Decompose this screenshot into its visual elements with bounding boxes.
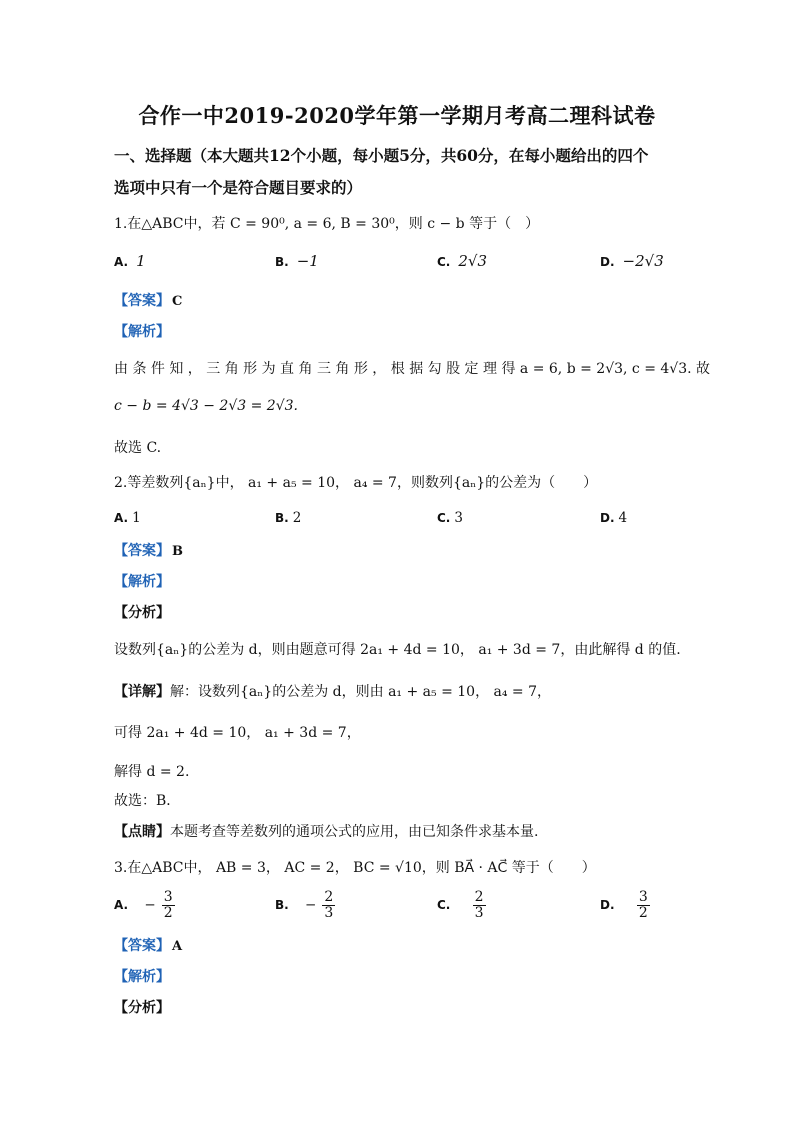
q1-analysis-body-1: 由 条 件 知 ， 三 角 形 为 直 角 三 角 形 ， 根 据 勾 股 定 理 得 a = 6, b = 2√3, c = 4√3. 故 xyxy=(114,361,711,377)
option-label: A. xyxy=(114,898,129,912)
fraction-denominator: 3 xyxy=(474,905,484,921)
q1-answer xyxy=(114,290,182,310)
option-label: B. xyxy=(275,898,289,912)
q1-option-c xyxy=(437,252,487,270)
option-value: −2√3 xyxy=(622,252,664,270)
option-value: 4 xyxy=(618,510,628,526)
answer-tag: 【答案】 xyxy=(114,293,170,309)
q3-option-c xyxy=(437,890,486,921)
option-label: D. xyxy=(600,511,615,525)
q1-analysis-body-2: c − b = 4√3 − 2√3 = 2√3. xyxy=(114,398,298,414)
q3-stem: 3.在△ABC中， AB = 3， AC = 2， BC = √10，则 BA⃗ · AC⃗ 等于（ ） xyxy=(114,860,596,876)
option-value: 3 xyxy=(454,510,463,526)
option-label: D. xyxy=(600,255,615,269)
q2-detail-line-4: 故选：B． xyxy=(114,793,181,809)
q2-fenxi-tag: 【分析】 xyxy=(114,605,170,621)
option-sign: − xyxy=(305,897,317,913)
q2-option-c xyxy=(437,510,463,526)
comment-tag: 【点睛】 xyxy=(114,824,170,840)
option-value: 1 xyxy=(132,510,141,526)
q1-option-a xyxy=(114,252,146,270)
answer-value: C xyxy=(172,294,183,309)
option-sign: − xyxy=(144,897,156,913)
option-label: B. xyxy=(275,255,289,269)
option-label: D. xyxy=(600,898,615,912)
option-value: 1 xyxy=(136,252,146,270)
page-title: 合作一中2019-2020学年第一学期月考高二理科试卷 xyxy=(138,103,656,128)
option-label: C. xyxy=(437,255,451,269)
comment-body: 本题考查等差数列的通项公式的应用，由已知条件求基本量. xyxy=(170,824,539,840)
answer-tag: 【答案】 xyxy=(114,938,170,954)
fraction-denominator: 2 xyxy=(163,905,173,921)
q2-stem: 2.等差数列{aₙ}中， a₁ + a₅ = 10， a₄ = 7，则数列{aₙ}的公差为（ ） xyxy=(114,475,598,491)
option-value: 2√3 xyxy=(458,252,488,270)
fraction-denominator: 2 xyxy=(638,905,648,921)
detail-body: 解：设数列{aₙ}的公差为 d，则由 a₁ + a₅ = 10， a₄ = 7， xyxy=(170,684,552,700)
option-label: B. xyxy=(275,511,289,525)
q2-detail-line-2: 可得 2a₁ + 4d = 10， a₁ + 3d = 7， xyxy=(114,725,361,741)
q2-answer xyxy=(114,540,183,560)
q2-option-b xyxy=(275,510,301,526)
answer-tag: 【答案】 xyxy=(114,543,170,559)
q1-analysis-tag: 【解析】 xyxy=(114,324,170,340)
fraction-numerator: 3 xyxy=(638,889,648,905)
q2-detail xyxy=(114,681,551,701)
fraction-numerator: 2 xyxy=(324,889,334,905)
q2-analysis-tag: 【解析】 xyxy=(114,574,170,590)
option-value: 2 xyxy=(292,510,302,526)
answer-value: B xyxy=(172,544,183,559)
option-fraction xyxy=(162,890,175,921)
q2-fenxi-body: 设数列{aₙ}的公差为 d，则由题意可得 2a₁ + 4d = 10， a₁ + 3d = 7，由此解得 d 的值. xyxy=(114,642,681,658)
q3-option-b xyxy=(275,890,335,921)
section-heading-line-1: 一、选择题（本大题共12个小题，每小题5分，共60分，在每小题给出的四个 xyxy=(114,146,649,165)
option-fraction xyxy=(637,890,650,921)
fraction-numerator: 3 xyxy=(163,889,173,905)
q3-fenxi-tag: 【分析】 xyxy=(114,1000,170,1016)
q1-stem: 1.在△ABC中，若 C = 90⁰, a = 6, B = 30⁰，则 c − b 等于（ ） xyxy=(114,216,540,232)
q3-answer xyxy=(114,935,182,955)
option-label: A. xyxy=(114,511,129,525)
q3-option-d xyxy=(600,890,650,921)
section-heading-line-2: 选项中只有一个是符合题目要求的） xyxy=(114,178,363,197)
q1-option-d xyxy=(600,252,664,270)
answer-value: A xyxy=(172,939,183,954)
option-label: C. xyxy=(437,511,451,525)
option-label: A. xyxy=(114,255,129,269)
q3-option-a xyxy=(114,890,175,921)
option-fraction xyxy=(322,890,335,921)
option-value: −1 xyxy=(296,252,319,270)
q1-analysis-body-3: 故选 C. xyxy=(114,440,162,456)
q2-option-d xyxy=(600,510,627,526)
detail-tag: 【详解】 xyxy=(114,684,170,700)
q3-analysis-tag: 【解析】 xyxy=(114,969,170,985)
q2-comment xyxy=(114,821,538,841)
option-label: C. xyxy=(437,898,451,912)
fraction-numerator: 2 xyxy=(474,889,484,905)
fraction-denominator: 3 xyxy=(324,905,334,921)
q2-detail-line-3: 解得 d = 2. xyxy=(114,764,190,780)
option-fraction xyxy=(473,890,486,921)
q2-option-a xyxy=(114,510,141,526)
q1-option-b xyxy=(275,252,319,270)
